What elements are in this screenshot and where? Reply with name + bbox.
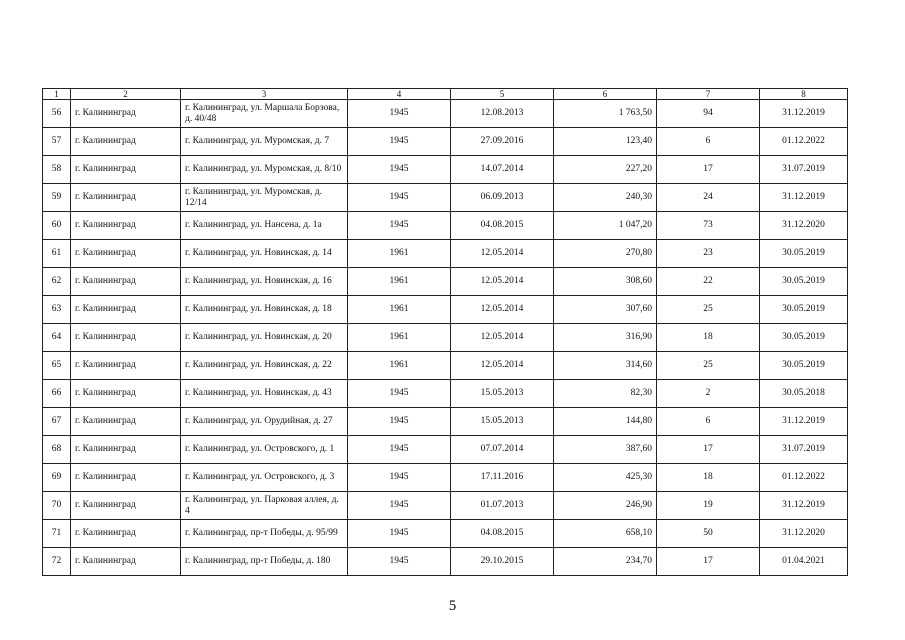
units-cell: 17 [657,436,760,464]
table-header-row [43,89,848,100]
address-cell: г. Калининград, ул. Новинская, д. 20 [181,324,348,352]
city-cell: г. Калининград [71,520,181,548]
units-cell: 18 [657,324,760,352]
city-cell: г. Калининград [71,380,181,408]
deadline-cell: 30.05.2019 [760,324,848,352]
year-cell: 1945 [348,380,451,408]
deadline-cell: 30.05.2019 [760,240,848,268]
area-cell: 82,30 [554,380,657,408]
address-cell: г. Калининград, ул. Парковая аллея, д. 4 [181,492,348,520]
row-number-cell: 64 [43,324,71,352]
year-cell: 1961 [348,324,451,352]
column-header: 4 [348,89,451,100]
year-cell: 1945 [348,548,451,576]
year-cell: 1961 [348,352,451,380]
date-cell: 07.07.2014 [451,436,554,464]
area-cell: 234,70 [554,548,657,576]
area-cell: 270,80 [554,240,657,268]
page-number: 5 [448,598,457,614]
city-cell: г. Калининград [71,128,181,156]
city-cell: г. Калининград [71,464,181,492]
address-cell: г. Калининград, ул. Новинская, д. 14 [181,240,348,268]
date-cell: 15.05.2013 [451,408,554,436]
deadline-cell: 30.05.2019 [760,268,848,296]
deadline-cell: 31.12.2020 [760,212,848,240]
year-cell: 1945 [348,408,451,436]
row-number-cell: 56 [43,100,71,128]
row-number-cell: 57 [43,128,71,156]
row-number-cell: 68 [43,436,71,464]
table-row [43,156,848,184]
date-cell: 27.09.2016 [451,128,554,156]
table-row [43,212,848,240]
units-cell: 23 [657,240,760,268]
city-cell: г. Калининград [71,212,181,240]
address-cell: г. Калининград, ул. Новинская, д. 18 [181,296,348,324]
year-cell: 1961 [348,268,451,296]
date-cell: 04.08.2015 [451,520,554,548]
table-row [43,436,848,464]
row-number-cell: 72 [43,548,71,576]
date-cell: 12.05.2014 [451,324,554,352]
row-number-cell: 70 [43,492,71,520]
deadline-cell: 31.12.2019 [760,100,848,128]
column-header: 2 [71,89,181,100]
year-cell: 1945 [348,156,451,184]
column-header: 6 [554,89,657,100]
date-cell: 12.05.2014 [451,296,554,324]
area-cell: 144,80 [554,408,657,436]
deadline-cell: 31.12.2019 [760,184,848,212]
year-cell: 1945 [348,436,451,464]
city-cell: г. Калининград [71,548,181,576]
year-cell: 1945 [348,184,451,212]
row-number-cell: 61 [43,240,71,268]
date-cell: 29.10.2015 [451,548,554,576]
table-row [43,184,848,212]
table-row [43,352,848,380]
city-cell: г. Калининград [71,492,181,520]
units-cell: 94 [657,100,760,128]
table-row [43,492,848,520]
address-cell: г. Калининград, ул. Муромская, д. 7 [181,128,348,156]
year-cell: 1945 [348,128,451,156]
area-cell: 658,10 [554,520,657,548]
table-row [43,296,848,324]
units-cell: 18 [657,464,760,492]
deadline-cell: 01.12.2022 [760,464,848,492]
city-cell: г. Калининград [71,408,181,436]
table-row [43,380,848,408]
row-number-cell: 69 [43,464,71,492]
address-cell: г. Калининград, ул. Муромская, д. 8/10 [181,156,348,184]
area-cell: 227,20 [554,156,657,184]
column-header: 5 [451,89,554,100]
column-header: 8 [760,89,848,100]
address-cell: г. Калининград, ул. Орудийная, д. 27 [181,408,348,436]
row-number-cell: 62 [43,268,71,296]
units-cell: 17 [657,548,760,576]
units-cell: 73 [657,212,760,240]
city-cell: г. Калининград [71,436,181,464]
column-header: 3 [181,89,348,100]
year-cell: 1945 [348,212,451,240]
date-cell: 14.07.2014 [451,156,554,184]
address-cell: г. Калининград, ул. Новинская, д. 22 [181,352,348,380]
date-cell: 12.05.2014 [451,268,554,296]
table-row [43,324,848,352]
city-cell: г. Калининград [71,352,181,380]
row-number-cell: 63 [43,296,71,324]
deadline-cell: 30.05.2019 [760,296,848,324]
table-row [43,408,848,436]
date-cell: 01.07.2013 [451,492,554,520]
units-cell: 25 [657,296,760,324]
table-row [43,520,848,548]
row-number-cell: 60 [43,212,71,240]
deadline-cell: 31.07.2019 [760,436,848,464]
row-number-cell: 59 [43,184,71,212]
year-cell: 1945 [348,464,451,492]
deadline-cell: 31.12.2020 [760,520,848,548]
deadline-cell: 31.12.2019 [760,492,848,520]
city-cell: г. Калининград [71,156,181,184]
date-cell: 17.11.2016 [451,464,554,492]
city-cell: г. Калининград [71,184,181,212]
row-number-cell: 67 [43,408,71,436]
table-row [43,240,848,268]
address-cell: г. Калининград, ул. Муромская, д. 12/14 [181,184,348,212]
deadline-cell: 01.04.2021 [760,548,848,576]
units-cell: 25 [657,352,760,380]
address-cell: г. Калининград, пр-т Победы, д. 180 [181,548,348,576]
date-cell: 12.05.2014 [451,352,554,380]
address-cell: г. Калининград, ул. Новинская, д. 16 [181,268,348,296]
date-cell: 06.09.2013 [451,184,554,212]
date-cell: 15.05.2013 [451,380,554,408]
address-cell: г. Калининград, ул. Маршала Борзова, д. 40/48 [181,100,348,128]
area-cell: 425,30 [554,464,657,492]
year-cell: 1961 [348,240,451,268]
address-cell: г. Калининград, ул. Нансена, д. 1а [181,212,348,240]
deadline-cell: 31.07.2019 [760,156,848,184]
units-cell: 17 [657,156,760,184]
units-cell: 2 [657,380,760,408]
area-cell: 123,40 [554,128,657,156]
address-cell: г. Калининград, ул. Островского, д. 3 [181,464,348,492]
year-cell: 1961 [348,296,451,324]
area-cell: 246,90 [554,492,657,520]
deadline-cell: 01.12.2022 [760,128,848,156]
table-row [43,100,848,128]
table-row [43,268,848,296]
column-header: 7 [657,89,760,100]
address-cell: г. Калининград, пр-т Победы, д. 95/99 [181,520,348,548]
area-cell: 387,60 [554,436,657,464]
date-cell: 12.05.2014 [451,240,554,268]
units-cell: 22 [657,268,760,296]
city-cell: г. Калининград [71,240,181,268]
deadline-cell: 30.05.2019 [760,352,848,380]
table-row [43,548,848,576]
deadline-cell: 30.05.2018 [760,380,848,408]
city-cell: г. Калининград [71,296,181,324]
row-number-cell: 58 [43,156,71,184]
date-cell: 12.08.2013 [451,100,554,128]
table-body [43,100,848,576]
city-cell: г. Калининград [71,324,181,352]
table-row [43,464,848,492]
row-number-cell: 66 [43,380,71,408]
area-cell: 316,90 [554,324,657,352]
address-cell: г. Калининград, ул. Новинская, д. 43 [181,380,348,408]
area-cell: 1 047,20 [554,212,657,240]
registry-table [42,88,848,576]
area-cell: 308,60 [554,268,657,296]
row-number-cell: 65 [43,352,71,380]
units-cell: 6 [657,128,760,156]
units-cell: 24 [657,184,760,212]
area-cell: 307,60 [554,296,657,324]
units-cell: 6 [657,408,760,436]
row-number-cell: 71 [43,520,71,548]
year-cell: 1945 [348,520,451,548]
area-cell: 314,60 [554,352,657,380]
column-header: 1 [43,89,71,100]
units-cell: 50 [657,520,760,548]
units-cell: 19 [657,492,760,520]
area-cell: 1 763,50 [554,100,657,128]
year-cell: 1945 [348,100,451,128]
deadline-cell: 31.12.2019 [760,408,848,436]
year-cell: 1945 [348,492,451,520]
city-cell: г. Калининград [71,268,181,296]
address-cell: г. Калининград, ул. Островского, д. 1 [181,436,348,464]
city-cell: г. Калининград [71,100,181,128]
table-row [43,128,848,156]
area-cell: 240,30 [554,184,657,212]
date-cell: 04.08.2015 [451,212,554,240]
